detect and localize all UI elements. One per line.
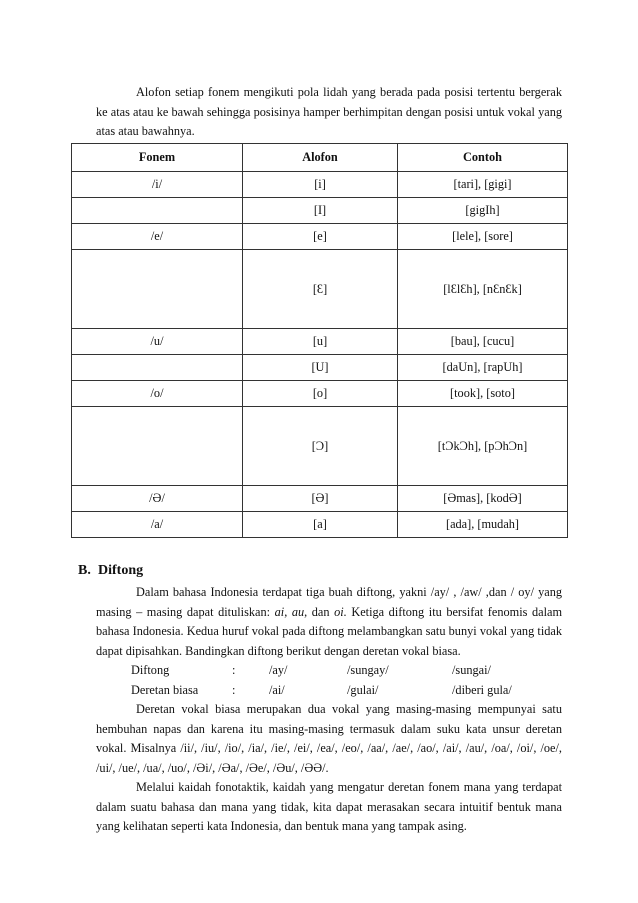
alofon-cell: [i] bbox=[243, 172, 398, 198]
fonem-cell bbox=[72, 355, 243, 381]
paragraph-text: Ketiga diftong itu bersifat fenomis dalam bahasa Indonesia. Kedua huruf vokal pada diftong melambangkan satu bunyi vokal yang tidak dapat dipisahkan. Bandingkan diftong berikut dengan deretan vokal biasa. bbox=[96, 604, 563, 658]
fonem-cell: /u/ bbox=[72, 329, 243, 355]
fonotaktik-paragraph bbox=[96, 778, 562, 837]
example-row-deretan bbox=[96, 681, 562, 701]
fonem-cell bbox=[72, 407, 243, 486]
paragraph-text: Dalam bahasa Indonesia terdapat tiga buah diftong, yakni /ay/ , /aw/ ,dan / oy/ yang masing – masing dapat dituliskan: bbox=[96, 585, 562, 619]
alofon-cell: [o] bbox=[243, 381, 398, 407]
diftong-paragraph bbox=[96, 583, 562, 661]
fonem-cell bbox=[72, 250, 243, 329]
contoh-cell: [bau], [cucu] bbox=[398, 329, 568, 355]
contoh-cell: [lƐlƐh], [nƐnƐk] bbox=[398, 250, 568, 329]
example-row-diftong bbox=[96, 661, 562, 681]
deretan-vokal-paragraph bbox=[96, 700, 562, 778]
example-phoneme: /ay/ bbox=[269, 663, 288, 677]
example-label: Deretan biasa bbox=[131, 682, 199, 697]
contoh-cell: [gigIh] bbox=[398, 198, 568, 224]
alofon-cell: [U] bbox=[243, 355, 398, 381]
table-row bbox=[72, 172, 568, 198]
example-phoneme: /ai/ bbox=[269, 682, 285, 697]
table-row bbox=[72, 407, 568, 486]
section-heading bbox=[78, 563, 143, 579]
separator: , dan bbox=[304, 604, 335, 619]
fonem-cell: /i/ bbox=[72, 172, 243, 198]
table-row bbox=[72, 486, 568, 512]
example-word: /diberi gula/ bbox=[452, 682, 512, 697]
example-label: Diftong bbox=[131, 663, 170, 677]
alofon-cell: [a] bbox=[243, 512, 398, 538]
separator: , bbox=[284, 604, 292, 619]
alofon-cell: [Ɔ] bbox=[243, 407, 398, 486]
table-header-row bbox=[72, 144, 568, 172]
table-row bbox=[72, 198, 568, 224]
header-alofon: Alofon bbox=[243, 144, 398, 172]
table-row bbox=[72, 224, 568, 250]
fonem-cell: /a/ bbox=[72, 512, 243, 538]
intro-text: Alofon setiap fonem mengikuti pola lidah yang berada pada posisi tertentu bergerak ke atas atau ke bawah sehingga posisinya hamper berhimpitan dengan posisi untuk vokal yang atas atau bawahnya. bbox=[96, 85, 562, 139]
section-title: Diftong bbox=[98, 563, 144, 578]
table-row bbox=[72, 512, 568, 538]
header-fonem: Fonem bbox=[72, 144, 243, 172]
example-word: /gulai/ bbox=[347, 682, 379, 697]
header-contoh: Contoh bbox=[398, 144, 568, 172]
diftong-au: au bbox=[291, 604, 305, 619]
example-word: /sungai/ bbox=[452, 663, 491, 677]
contoh-cell: [Əmas], [kodƏ] bbox=[398, 486, 568, 512]
alofon-cell: [u] bbox=[243, 329, 398, 355]
fonem-cell bbox=[72, 198, 243, 224]
section-body bbox=[96, 583, 562, 837]
paragraph-text: Melalui kaidah fonotaktik, kaidah yang mengatur deretan fonem mana yang terdapat dalam suatu bahasa dan mana yang tidak, kita dapat merasakan secara intuitif bentuk mana yang kelihatan seperti kata Indonesia, dan bentuk mana yang tampak asing. bbox=[96, 780, 562, 833]
example-colon: : bbox=[232, 663, 236, 677]
contoh-cell: [took], [soto] bbox=[398, 381, 568, 407]
intro-paragraph bbox=[96, 83, 562, 142]
table-row bbox=[72, 381, 568, 407]
diftong-oi: oi. bbox=[334, 604, 347, 619]
alofon-cell: [Ə] bbox=[243, 486, 398, 512]
table-row bbox=[72, 250, 568, 329]
contoh-cell: [lele], [sore] bbox=[398, 224, 568, 250]
fonem-cell: /e/ bbox=[72, 224, 243, 250]
alofon-cell: [e] bbox=[243, 224, 398, 250]
contoh-cell: [tƆkƆh], [pƆhƆn] bbox=[398, 407, 568, 486]
diftong-ai: ai bbox=[274, 604, 285, 619]
contoh-cell: [tari], [gigi] bbox=[398, 172, 568, 198]
paragraph-text: Deretan vokal biasa merupakan dua vokal yang masing-masing mempunyai satu hembuhan napas dan karena itu masing-masing termasuk dalam suku kata unsur deretan vokal. Misalnya /ii/, /iu/, /io/, /ia/, /ie/, /ei/, /ea/, /eo/, /aa/, /ae/, /ao/, /ai/, /au/, /oa/, /oi/, /oe/, /ui/, /ue/, /ua/, /uo/, /Əi/, /Əa/, /Əe/, /Əu/, /ƏƏ/. bbox=[96, 702, 562, 775]
alofon-cell: [Ɛ] bbox=[243, 250, 398, 329]
alofon-cell: [I] bbox=[243, 198, 398, 224]
vowel-allophone-table bbox=[71, 143, 568, 538]
fonem-cell: /Ə/ bbox=[72, 486, 243, 512]
example-word: /sungay/ bbox=[347, 663, 389, 677]
contoh-cell: [ada], [mudah] bbox=[398, 512, 568, 538]
fonem-cell: /o/ bbox=[72, 381, 243, 407]
contoh-cell: [daUn], [rapUh] bbox=[398, 355, 568, 381]
table-row bbox=[72, 355, 568, 381]
section-letter: B. bbox=[78, 563, 91, 578]
example-colon: : bbox=[232, 682, 236, 697]
table-row bbox=[72, 329, 568, 355]
